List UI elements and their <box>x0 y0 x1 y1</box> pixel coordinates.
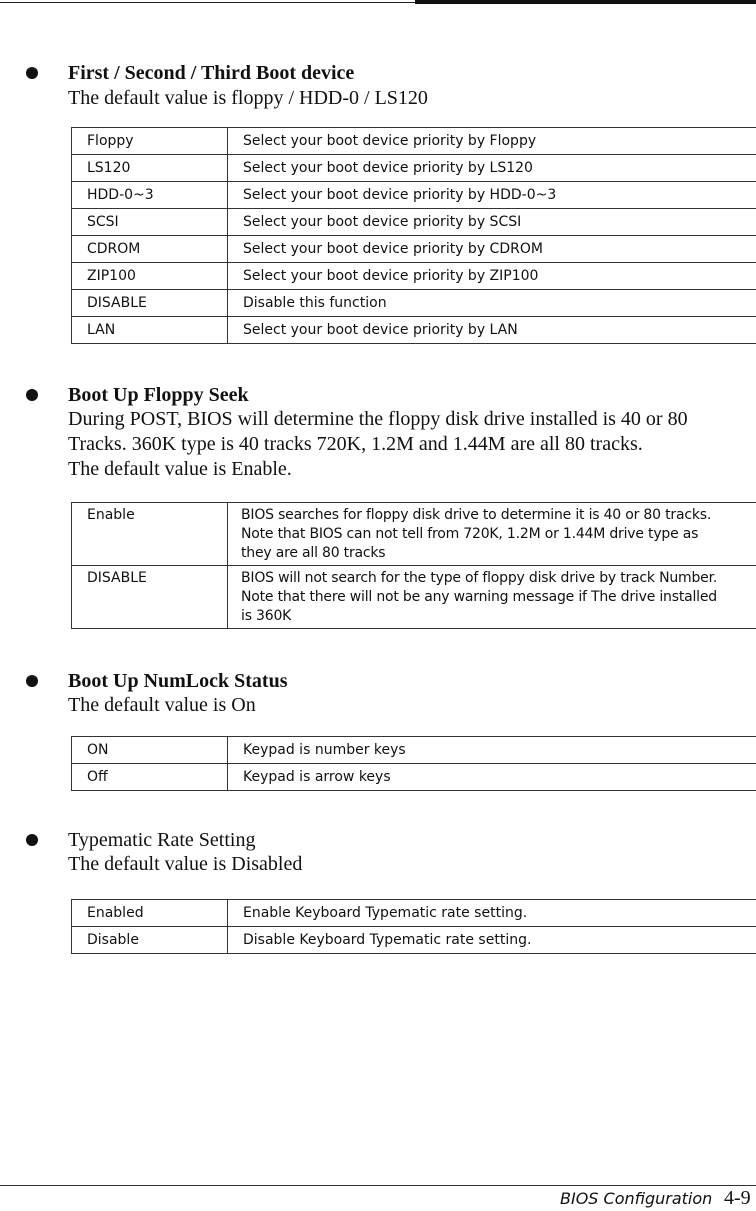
option-key: HDD-0~3 <box>72 182 228 209</box>
table-row <box>72 290 756 317</box>
option-key: LS120 <box>72 155 228 182</box>
section-description-line: During POST, BIOS will determine the floppy disk drive installed is 40 or 80 <box>68 408 688 430</box>
table-row <box>72 317 756 344</box>
bullet-icon <box>26 675 38 687</box>
option-description-line: BIOS will not search for the type of floppy disk drive by track Number. <box>241 570 718 586</box>
option-key: Enabled <box>72 900 228 927</box>
option-description: Enable Keyboard Typematic rate setting. <box>228 900 756 927</box>
bullet-icon <box>26 389 38 401</box>
option-description-line: Note that BIOS can not tell from 720K, 1.2M or 1.44M drive type as <box>241 526 699 542</box>
option-description: Disable Keyboard Typematic rate setting. <box>228 927 756 954</box>
section-description-line: The default value is Enable. <box>68 458 292 480</box>
option-description <box>228 566 756 629</box>
table-row <box>72 566 756 629</box>
table-row <box>72 737 756 764</box>
option-key: LAN <box>72 317 228 344</box>
option-description: Keypad is arrow keys <box>228 764 756 791</box>
top-rule-thick <box>415 0 756 4</box>
boot-device-table <box>71 127 756 344</box>
option-description: Disable this function <box>228 290 756 317</box>
top-rule-thin <box>0 2 415 3</box>
option-key: Disable <box>72 927 228 954</box>
option-description-line: Note that there will not be any warning message if The drive installed <box>241 589 717 605</box>
option-description-line: BIOS searches for floppy disk drive to determine it is 40 or 80 tracks. <box>241 507 712 523</box>
section-title: Boot Up NumLock Status <box>68 670 288 692</box>
table-row <box>72 263 756 290</box>
option-description: Select your boot device priority by LAN <box>228 317 756 344</box>
footer-chapter-title: BIOS Configuration <box>560 1189 713 1208</box>
option-description: Keypad is number keys <box>228 737 756 764</box>
table-row <box>72 900 756 927</box>
table-row <box>72 155 756 182</box>
bullet-icon <box>26 67 38 79</box>
option-description: Select your boot device priority by Floppy <box>228 128 756 155</box>
option-description-line: they are all 80 tracks <box>241 545 386 561</box>
option-key: DISABLE <box>72 566 228 629</box>
floppy-seek-table <box>71 502 756 629</box>
footer-rule <box>0 1185 756 1186</box>
section-title: Boot Up Floppy Seek <box>68 384 249 406</box>
option-key: ZIP100 <box>72 263 228 290</box>
option-key: ON <box>72 737 228 764</box>
option-key: Enable <box>72 503 228 566</box>
option-key: Floppy <box>72 128 228 155</box>
option-description: Select your boot device priority by HDD-0~3 <box>228 182 756 209</box>
numlock-table <box>71 736 756 791</box>
table-row <box>72 927 756 954</box>
option-description-line: is 360K <box>241 608 292 624</box>
option-key: CDROM <box>72 236 228 263</box>
option-description: Select your boot device priority by ZIP100 <box>228 263 756 290</box>
section-description: The default value is floppy / HDD-0 / LS120 <box>68 87 428 109</box>
table-row <box>72 503 756 566</box>
table-row <box>72 209 756 236</box>
option-description: Select your boot device priority by CDROM <box>228 236 756 263</box>
bullet-icon <box>26 834 38 846</box>
section-title: Typematic Rate Setting <box>68 829 256 851</box>
section-description-line: Tracks. 360K type is 40 tracks 720K, 1.2M and 1.44M are all 80 tracks. <box>68 433 643 455</box>
table-row <box>72 182 756 209</box>
table-row <box>72 128 756 155</box>
typematic-table <box>71 899 756 954</box>
table-row <box>72 236 756 263</box>
option-description <box>228 503 756 566</box>
table-row <box>72 764 756 791</box>
page-number: 4-9 <box>724 1187 751 1209</box>
section-description: The default value is On <box>68 694 256 716</box>
section-title: First / Second / Third Boot device <box>68 62 355 84</box>
section-description: The default value is Disabled <box>68 853 303 875</box>
option-key: DISABLE <box>72 290 228 317</box>
option-key: Off <box>72 764 228 791</box>
option-key: SCSI <box>72 209 228 236</box>
option-description: Select your boot device priority by LS120 <box>228 155 756 182</box>
option-description: Select your boot device priority by SCSI <box>228 209 756 236</box>
